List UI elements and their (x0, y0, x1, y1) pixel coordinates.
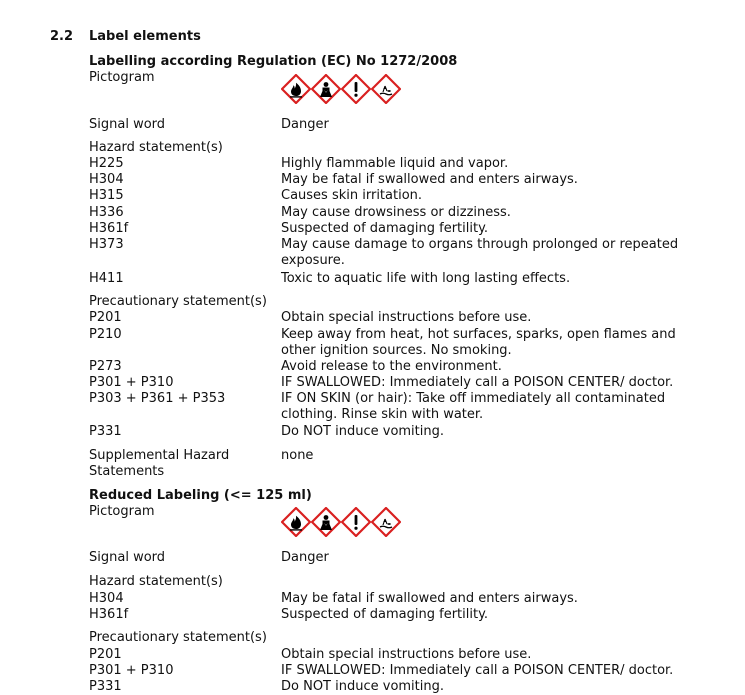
hazard-text: Causes skin irritation. (281, 188, 423, 203)
precaution-code: P331 (89, 424, 122, 439)
hazard-code: H361f (89, 607, 129, 622)
supplemental-hazard-label: Supplemental Hazard (89, 448, 230, 463)
precaution-text-continued: clothing. Rinse skin with water. (281, 407, 484, 422)
signal-word-value: Danger (281, 117, 329, 132)
hazard-text: May cause damage to organs through prolonged or repeated (281, 237, 679, 252)
exclamation-mark-icon (341, 74, 371, 104)
signal-word-label: Signal word (89, 117, 166, 132)
precaution-text: Keep away from heat, hot surfaces, sparks, open flames and (281, 327, 676, 342)
reduced-precautionary-statements-label: Precautionary statement(s) (89, 630, 267, 645)
precaution-code: P201 (89, 310, 122, 325)
section-number: 2.2 (50, 29, 74, 44)
flame-icon (281, 507, 311, 537)
precaution-code: P210 (89, 327, 122, 342)
hazard-text: Suspected of damaging fertility. (281, 221, 489, 236)
precaution-text: Obtain special instructions before use. (281, 310, 532, 325)
precaution-text: IF SWALLOWED: Immediately call a POISON CENTER/ doctor. (281, 663, 674, 678)
supplemental-hazard-value: none (281, 448, 314, 463)
hazard-code: H304 (89, 591, 124, 606)
hazard-code: H411 (89, 271, 124, 286)
environment-icon (371, 507, 401, 537)
hazard-code: H361f (89, 221, 129, 236)
precautionary-statements-label: Precautionary statement(s) (89, 294, 267, 309)
hazard-text: Toxic to aquatic life with long lasting effects. (281, 271, 571, 286)
hazard-text: Highly flammable liquid and vapor. (281, 156, 509, 171)
precaution-text: IF SWALLOWED: Immediately call a POISON CENTER/ doctor. (281, 375, 674, 390)
reduced-pictogram-row (281, 507, 401, 537)
labelling-heading: Labelling according Regulation (EC) No 1272/2008 (89, 54, 458, 69)
precaution-text: Do NOT induce vomiting. (281, 679, 445, 694)
health-hazard-icon (311, 74, 341, 104)
precaution-text: Obtain special instructions before use. (281, 647, 532, 662)
precaution-code: P273 (89, 359, 122, 374)
pictogram-label: Pictogram (89, 70, 155, 85)
reduced-signal-word-value: Danger (281, 550, 329, 565)
hazard-code: H336 (89, 205, 124, 220)
exclamation-mark-icon (341, 507, 371, 537)
hazard-code: H315 (89, 188, 124, 203)
health-hazard-icon (311, 507, 341, 537)
hazard-text: May be fatal if swallowed and enters airways. (281, 591, 578, 606)
hazard-code: H225 (89, 156, 124, 171)
hazard-code: H304 (89, 172, 124, 187)
reduced-signal-word-label: Signal word (89, 550, 166, 565)
precaution-text: Do NOT induce vomiting. (281, 424, 445, 439)
flame-icon (281, 74, 311, 104)
section-title: Label elements (89, 29, 201, 44)
hazard-text-continued: exposure. (281, 253, 345, 268)
precaution-code: P301 + P310 (89, 663, 174, 678)
hazard-code: H373 (89, 237, 124, 252)
hazard-text: May cause drowsiness or dizziness. (281, 205, 511, 220)
reduced-labeling-heading: Reduced Labeling (<= 125 ml) (89, 488, 312, 503)
environment-icon (371, 74, 401, 104)
hazard-statements-label: Hazard statement(s) (89, 140, 223, 155)
reduced-pictogram-label: Pictogram (89, 504, 155, 519)
reduced-hazard-statements-label: Hazard statement(s) (89, 574, 223, 589)
hazard-text: May be fatal if swallowed and enters airways. (281, 172, 578, 187)
supplemental-hazard-label-line2: Statements (89, 464, 165, 479)
pictogram-row (281, 74, 401, 104)
hazard-text: Suspected of damaging fertility. (281, 607, 489, 622)
precaution-code: P303 + P361 + P353 (89, 391, 226, 406)
precaution-text-continued: other ignition sources. No smoking. (281, 343, 512, 358)
precaution-text: IF ON SKIN (or hair): Take off immediately all contaminated (281, 391, 666, 406)
precaution-text: Avoid release to the environment. (281, 359, 502, 374)
precaution-code: P201 (89, 647, 122, 662)
precaution-code: P301 + P310 (89, 375, 174, 390)
precaution-code: P331 (89, 679, 122, 694)
